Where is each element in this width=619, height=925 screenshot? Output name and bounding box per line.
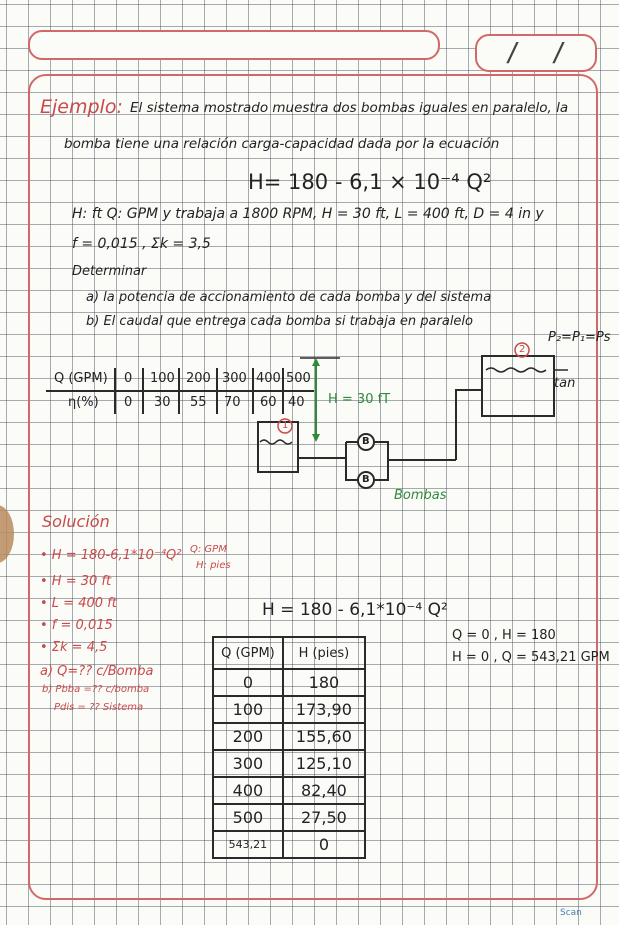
table-cell: 82,40 — [283, 777, 365, 804]
table-cell: 27,50 — [283, 804, 365, 831]
eta-value: 40 — [288, 395, 305, 410]
table-row — [213, 831, 365, 858]
solution-line: • H = 180-6,1*10⁻⁴Q² — [40, 548, 182, 563]
eta-value: 70 — [224, 395, 241, 410]
table-row — [213, 696, 365, 723]
ejemplo-label: Ejemplo: — [40, 96, 123, 118]
efficiency-eta-label: η(%) — [68, 395, 99, 410]
table-cell: 0 — [283, 831, 365, 858]
q-value: 300 — [222, 371, 247, 386]
item-b: b) El caudal que entrega cada bomba si trabaja en paralelo — [86, 314, 473, 329]
date-slash-2: / — [551, 38, 567, 68]
q-value: 200 — [186, 371, 211, 386]
intercept-h: Q = 0 , H = 180 — [452, 628, 556, 643]
solution-title: Solución — [42, 512, 110, 531]
table-cell: 400 — [213, 777, 283, 804]
units-q: Q: GPM — [190, 544, 227, 555]
data-line-1: H: ft Q: GPM y trabaja a 1800 RPM, H = 30 ft, L = 400 ft, D = 4 in y — [72, 206, 544, 222]
units-h: H: pies — [196, 560, 231, 571]
pressure-label: P₂=P₁=Ps — [548, 330, 611, 345]
q-value: 100 — [150, 371, 175, 386]
solution-line: a) Q=?? c/Bomba — [40, 664, 154, 679]
table-cell: 300 — [213, 750, 283, 777]
table-cell: 0 — [213, 669, 283, 696]
efficiency-q-label: Q (GPM) — [54, 371, 108, 386]
solution-line: • L = 400 ft — [40, 596, 117, 611]
header-h: H (pies) — [283, 637, 365, 669]
date-box — [475, 34, 597, 72]
determine-label: Determinar — [72, 264, 147, 279]
eta-value: 55 — [190, 395, 207, 410]
eta-value: 30 — [154, 395, 171, 410]
solution-line: • H = 30 ft — [40, 574, 112, 589]
pump-system-diagram — [250, 330, 600, 510]
item-a: a) la potencia de accionamiento de cada bomba y del sistema — [86, 290, 492, 305]
date-slash-1: / — [505, 38, 521, 68]
table-header-row — [213, 637, 365, 669]
solution-line: Pdis = ?? Sistema — [54, 702, 144, 713]
table-cell: 125,10 — [283, 750, 365, 777]
solution-line: • f = 0,015 — [40, 618, 113, 633]
table-row — [213, 750, 365, 777]
upper-tank — [482, 356, 554, 416]
eta-value: 60 — [260, 395, 277, 410]
pump-curve-table — [212, 636, 366, 859]
q-value: 500 — [286, 371, 311, 386]
pump-a-label: B — [362, 436, 370, 447]
table-cell: 155,60 — [283, 723, 365, 750]
intercept-q: H = 0 , Q = 543,21 GPM — [452, 650, 610, 665]
pumps-label: Bombas — [394, 488, 447, 503]
pump-b-label: B — [362, 474, 370, 485]
scanner-stamp: Scan — [560, 908, 582, 918]
solution-line: • Σk = 4,5 — [40, 640, 108, 655]
tank-label: tan — [554, 376, 576, 391]
header-q: Q (GPM) — [213, 637, 283, 669]
table-cell: 100 — [213, 696, 283, 723]
problem-line-2: bomba tiene una relación carga-capacidad dada por la ecuación — [64, 136, 500, 152]
data-line-2: f = 0,015 , Σk = 3,5 — [72, 236, 211, 252]
table-cell: 543,21 — [213, 831, 283, 858]
point-1-label: 1 — [282, 420, 289, 431]
point-2-label: 2 — [519, 344, 526, 355]
table-cell: 200 — [213, 723, 283, 750]
title-box — [28, 30, 440, 60]
table-cell: 173,90 — [283, 696, 365, 723]
curve-equation: H = 180 - 6,1*10⁻⁴ Q² — [262, 600, 448, 620]
solution-line: b) Pbba =?? c/bomba — [42, 684, 150, 695]
table-row — [213, 723, 365, 750]
head-label: H = 30 fT — [328, 392, 391, 407]
pump-equation: H= 180 - 6,1 × 10⁻⁴ Q² — [248, 170, 492, 194]
q-value: 400 — [256, 371, 281, 386]
table-cell: 500 — [213, 804, 283, 831]
eta-value: 0 — [124, 395, 133, 410]
q-value: 0 — [124, 371, 133, 386]
thumb-shadow — [0, 505, 14, 563]
table-row — [213, 669, 365, 696]
lower-tank — [258, 422, 298, 472]
table-row — [213, 804, 365, 831]
problem-line-1: El sistema mostrado muestra dos bombas iguales en paralelo, la — [130, 100, 569, 116]
table-row — [213, 777, 365, 804]
table-cell: 180 — [283, 669, 365, 696]
